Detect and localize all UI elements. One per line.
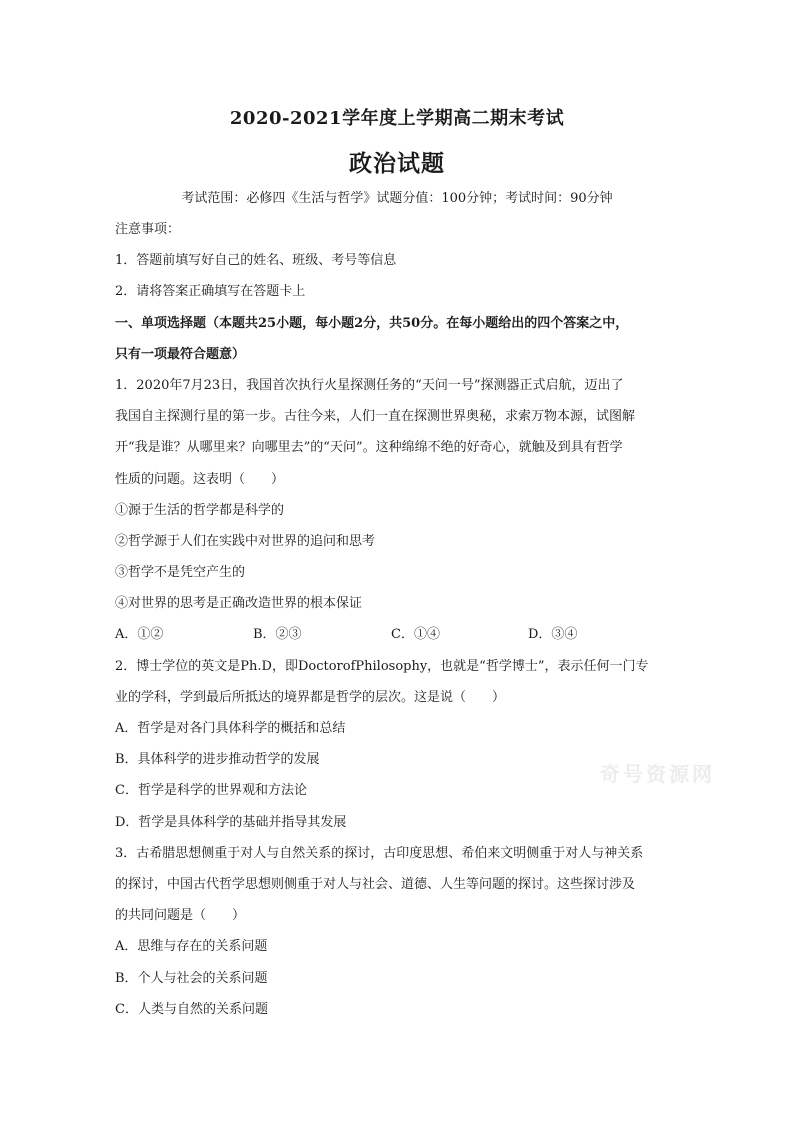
option-a: A．①② [115,627,164,643]
option-c: C．①④ [391,627,440,643]
choice: C．哲学是科学的世界观和方法论 [115,783,307,799]
note-item: 2．请将答案正确填写在答题卡上 [115,284,306,300]
question-stem-line: 1．2020年7月23日，我国首次执行火星探测任务的“天问一号”探测器正式启航，迈出了 [115,377,624,393]
question-stem-line: 的探讨，中国古代哲学思想则侧重于对人与社会、道德、人生等问题的探讨。这些探讨涉及 [115,876,636,892]
choice: B．个人与社会的关系问题 [115,970,268,986]
option-b: B．②③ [253,627,302,643]
question-stem-line: 性质的问题。这表明（ ） [115,471,285,487]
statement: ④对世界的思考是正确改造世界的根本保证 [115,596,363,612]
question-stem-line: 我国自主探测行星的第一步。古往今来，人们一直在探测世界奥秘，求索万物本源，试图解 [115,409,636,425]
question-stem-line: 2．博士学位的英文是Ph.D，即DoctorofPhilosophy，也就是“哲学博士”，表示任何一门专 [115,658,649,674]
choice: D．哲学是具体科学的基础并指导其发展 [115,814,347,830]
choice: A．思维与存在的关系问题 [115,939,268,955]
exam-subject-title: 政治试题 [349,150,445,177]
question-stem-line: 3．古希腊思想侧重于对人与自然关系的探讨，古印度思想、希伯来文明侧重于对人与神关系 [115,845,644,861]
question-1 [115,370,685,651]
choice: A．哲学是对各门具体科学的概括和总结 [115,721,346,736]
watermark: 奇号资源网 [600,762,715,786]
option-d: D．③④ [528,627,578,643]
exam-info: 考试范围：必修四《生活与哲学》试题分值：100分钟；考试时间：90分钟 [181,191,613,206]
question-stem-line: 业的学科，学到最后所抵达的境界都是哲学的层次。这是说（ ） [115,689,506,705]
answer-options [115,619,685,650]
exam-body [115,214,685,1025]
statement: ②哲学源于人们在实践中对世界的追问和思考 [115,533,376,549]
question-3 [115,838,685,1025]
statement: ③哲学不是凭空产生的 [115,565,246,581]
choice: C．人类与自然的关系问题 [115,1001,268,1017]
notes-heading: 注意事项： [115,222,181,237]
choice: B．具体科学的进步推动哲学的发展 [115,752,320,768]
note-item: 1．答题前填写好自己的姓名、班级、考号等信息 [115,253,397,269]
question-stem-line: 的共同问题是（ ） [115,908,246,924]
section-heading-cont: 只有一项最符合题意） [115,346,246,362]
question-stem-line: 开“我是谁？从哪里来？向哪里去”的“天问”。这种绵绵不绝的好奇心，就触及到具有哲学 [115,440,623,456]
exam-title: 2020-2021学年度上学期高二期末考试 [229,108,565,129]
section-heading: 一、单项选择题（本题共25小题，每小题2分，共50分。在每小题给出的四个答案之中， [115,315,629,331]
statement: ①源于生活的哲学都是科学的 [115,502,285,518]
question-2 [115,651,685,838]
